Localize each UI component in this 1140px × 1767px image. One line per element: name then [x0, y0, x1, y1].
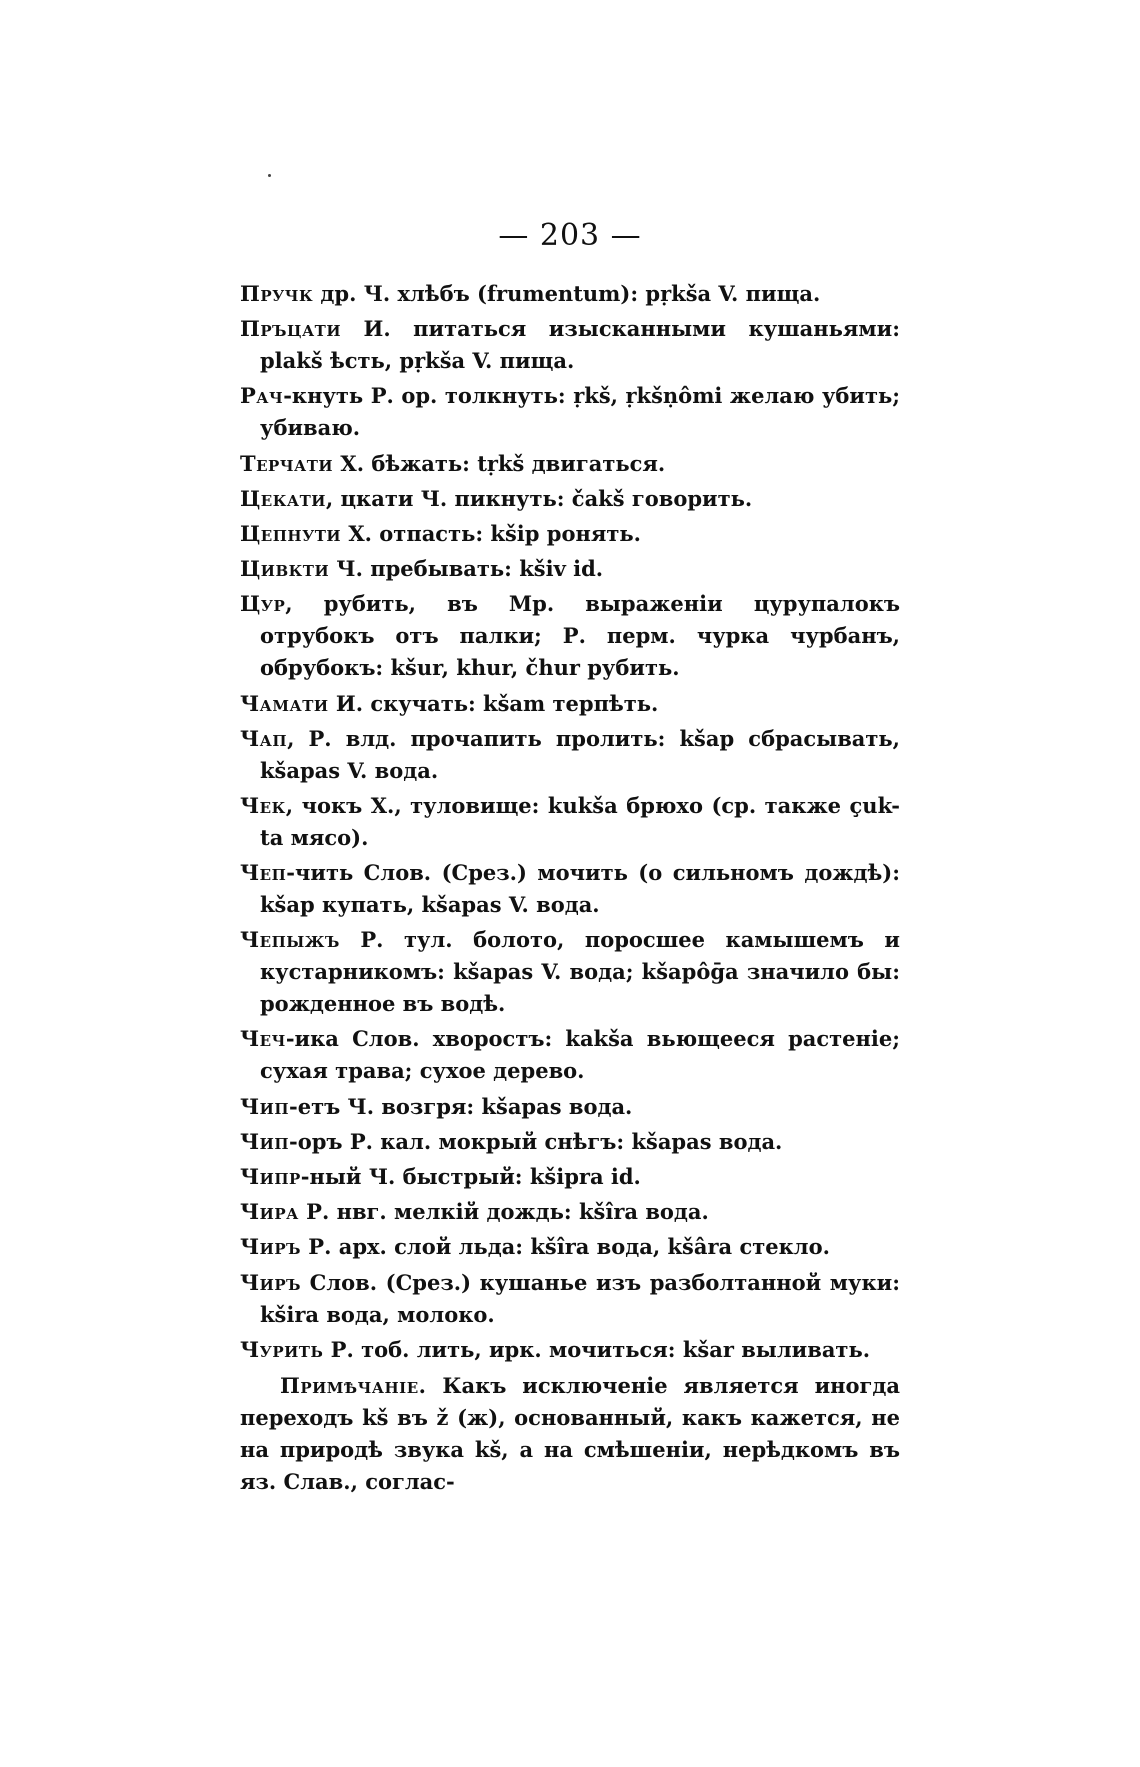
entry-20: [240, 1267, 900, 1331]
headword: Рач: [240, 383, 284, 409]
note-label: Примѣчаніе.: [280, 1372, 427, 1398]
entry-text: Х. бѣжать: tṛkš двигаться.: [333, 450, 666, 476]
entry-text: Р. нвг. мелкій дождь: kšîra вода.: [298, 1199, 709, 1225]
entry-17: [240, 1161, 900, 1193]
entry-1: [240, 278, 900, 310]
headword: Чиръ: [240, 1269, 301, 1295]
headword: Цепнути: [240, 520, 342, 546]
headword: Чеп: [240, 860, 287, 886]
entry-text: -етъ Ч. возгря: kšapas вода.: [289, 1093, 633, 1119]
entry-text: И. питаться изысканными кушаньями: plakš ѣсть, pṛkša V. пища.: [260, 316, 900, 374]
speck-mark: [268, 174, 271, 177]
entry-text: , Р. влд. прочапить пролить: kšap сбрасывать, kšapas V. вода.: [260, 725, 900, 783]
entry-15: [240, 1091, 900, 1123]
headword: Чамати: [240, 690, 329, 716]
headword: Чира: [240, 1199, 299, 1225]
entry-9: [240, 688, 900, 720]
headword: Пручк: [240, 281, 314, 306]
entry-11: [240, 790, 900, 854]
entry-text: др. Ч. хлѣбъ (frumentum): pṛkša V. пища.: [313, 281, 821, 306]
entry-text: Слов. (Срез.) кушанье изъ разболтанной муки: kšira вода, молоко.: [260, 1269, 900, 1327]
headword: Чипр: [240, 1164, 301, 1189]
page-number: — 203 —: [498, 218, 642, 253]
entry-13: [240, 924, 900, 1020]
dictionary-column: [240, 278, 900, 1519]
entry-18: [240, 1196, 900, 1228]
entry-6: [240, 518, 900, 550]
entry-text: -оръ Р. кал. мокрый снѣгъ: kšapas вода.: [289, 1128, 783, 1154]
headword: Чип: [240, 1128, 290, 1154]
headword: Цивкти: [240, 556, 330, 582]
entry-2: [240, 313, 900, 377]
entry-text: -чить Слов. (Срез.) мочить (о сильномъ дождѣ): kšap купать, kšapas V. вода.: [260, 860, 900, 918]
entry-text: -кнуть Р. ор. толкнуть: ṛkš, ṛkšṇômi желаю убить; убиваю.: [260, 383, 900, 441]
entry-16: [240, 1126, 900, 1158]
entry-text: , чокъ Х., туловище: kukša брюхо (ср. также çuk-ta мясо).: [260, 792, 900, 850]
entry-8: [240, 588, 900, 684]
entry-7: [240, 553, 900, 585]
headword: Чек: [240, 792, 286, 818]
entry-3: [240, 380, 900, 444]
headword: Чеч: [240, 1026, 286, 1052]
entry-text: -ика Слов. хворостъ: kakša вьющееся растеніе; сухая трава; сухое дерево.: [260, 1026, 900, 1084]
headword: Терчати: [240, 450, 334, 476]
entry-text: Р. тул. болото, поросшее камышемъ и кустарникомъ: kšapas V. вода; kšapôḡa значило бы: рожденное въ водѣ.: [260, 927, 900, 1017]
headword: Чепыжъ: [240, 927, 340, 953]
entry-21: [240, 1334, 900, 1366]
headword: Чурить: [240, 1336, 324, 1362]
entry-text: Р. тоб. лить, ирк. мочиться: kšar выливать.: [323, 1336, 871, 1362]
entry-text: Ч. пребывать: kšiv id.: [329, 556, 604, 582]
entry-14: [240, 1023, 900, 1087]
entry-10: [240, 723, 900, 787]
entry-text: Р. арх. слой льда: kšîra вода, kšâra стекло.: [300, 1234, 830, 1260]
headword: Цур: [240, 591, 286, 617]
headword: Цекати: [240, 485, 326, 511]
headword: Чип: [240, 1093, 290, 1119]
headword: Чап: [240, 725, 288, 751]
note-text: Какъ исключеніе является иногда переходъ kš въ ž (ж), основанный, какъ кажется, не на природѣ звука kš, а на смѣшеніи, нерѣдкомъ въ яз. Слав., соглас-: [240, 1372, 900, 1494]
entry-text: , цкати Ч. пикнуть: čakš говорить.: [325, 485, 753, 511]
headword: Чиръ: [240, 1234, 301, 1260]
entry-text: -ный Ч. быстрый: kšipra id.: [300, 1164, 641, 1189]
entry-4: [240, 448, 900, 480]
entry-5: [240, 483, 900, 515]
headword: Пръцати: [240, 316, 342, 342]
entry-text: И. скучать: kšam терпѣть.: [328, 690, 659, 716]
entry-text: Х. отпасть: kšip ронять.: [341, 520, 641, 546]
entry-text: , рубить, въ Мр. выраженіи цурупалокъ отрубокъ отъ палки; Р. перм. чурка чурбанъ, обрубокъ: kšur, khur, čhur рубить.: [260, 591, 900, 681]
entry-12: [240, 857, 900, 921]
footnote-paragraph: [240, 1370, 900, 1498]
entry-19: [240, 1231, 900, 1263]
